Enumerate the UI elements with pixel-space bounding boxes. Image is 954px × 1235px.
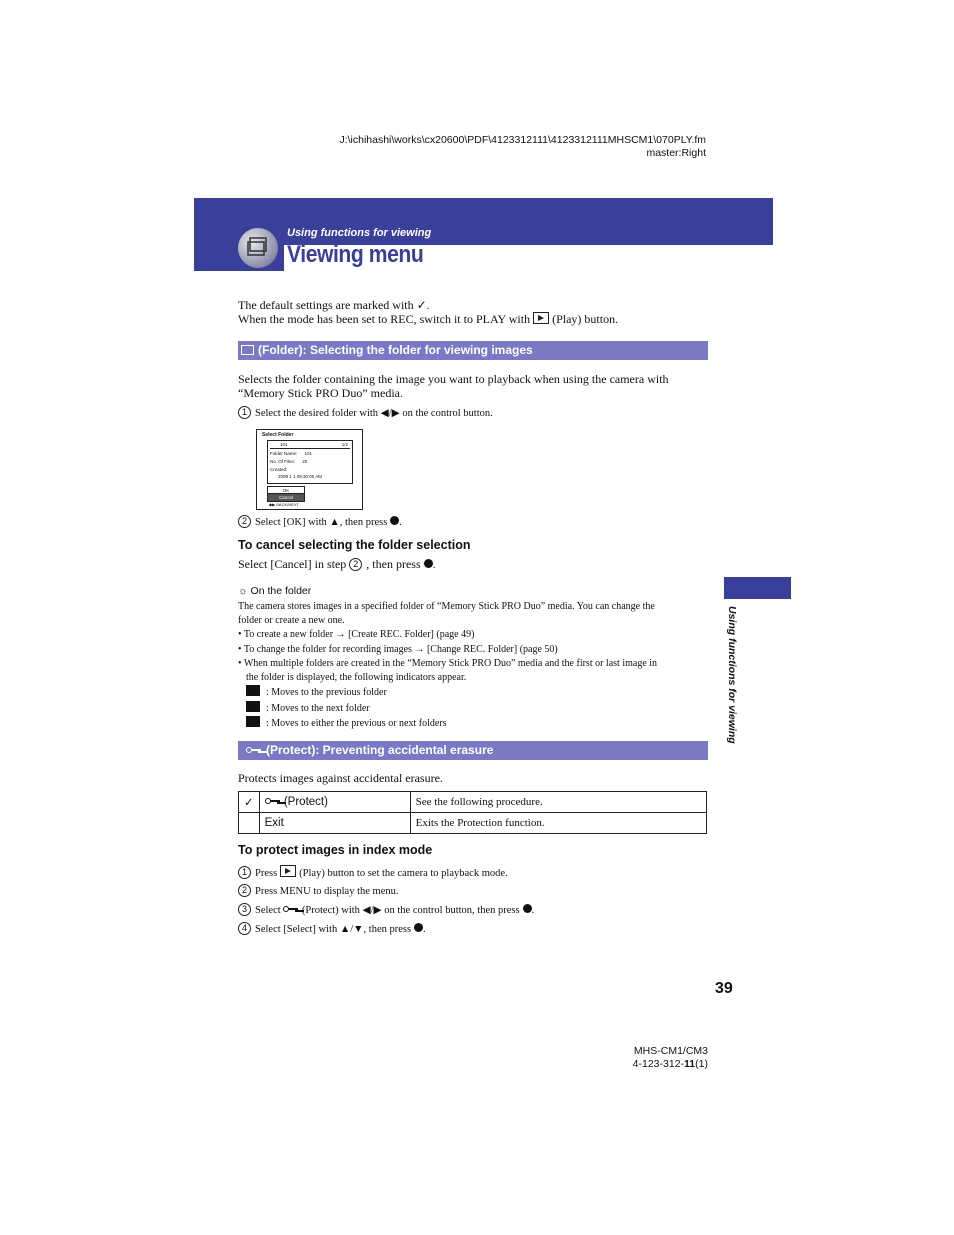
tip-title: On the folder: [250, 585, 312, 597]
lightbulb-icon: ☼: [238, 585, 248, 597]
folder-step-2: 2 Select [OK] with ▲, then press .: [238, 515, 402, 529]
indicator-both: [238, 716, 657, 731]
page-title: Viewing menu: [287, 241, 424, 268]
screen-cancel-button[interactable]: Cancel: [267, 493, 305, 502]
indicator-both-text: : Moves to either the previous or next folders: [266, 718, 447, 729]
protect-section-title: (Protect): Preventing accidental erasure: [266, 743, 494, 757]
option-desc: See the following procedure.: [410, 792, 706, 813]
key-icon: [246, 746, 262, 754]
step-text: Select [Select] with ▲/▼, then press: [255, 924, 412, 935]
screen-name-label: Folder Name:: [270, 451, 298, 456]
intro-text-1: The default settings are marked with: [238, 298, 414, 312]
tip-line-1: The camera stores images in a specified folder of “Memory Stick PRO Duo” media. You can change the: [238, 601, 655, 612]
check-icon: ✓: [416, 298, 427, 312]
step-text: Select the desired folder with ◀/▶ on the control button.: [255, 408, 493, 419]
select-folder-screen: [256, 429, 363, 510]
cancel-text-a: Select [Cancel] in step: [238, 557, 347, 571]
prev-next-folder-icon: [246, 716, 260, 727]
index-heading: To protect images in index mode: [238, 843, 433, 857]
key-icon: [265, 797, 281, 805]
file-path-header: [339, 134, 706, 160]
screen-files-value: 20: [302, 459, 308, 464]
check-cell: [239, 813, 260, 834]
protect-desc: Protects images against accidental erasure.: [238, 771, 443, 785]
option-exit[interactable]: Exit: [259, 813, 410, 834]
part-number-a: 4-123-312-: [632, 1058, 685, 1070]
footer: [633, 1045, 708, 1071]
center-button-icon: [424, 559, 433, 568]
step-text-b: (Play) button to set the camera to playback mode.: [299, 868, 508, 879]
step-text: Press MENU to display the menu.: [255, 886, 399, 897]
intro-line-1: The default settings are marked with ✓.: [238, 298, 430, 312]
sidebar-tab: [724, 577, 791, 599]
next-folder-icon: [246, 701, 260, 712]
key-icon: [283, 905, 299, 913]
table-row: [239, 813, 707, 834]
center-button-icon: [390, 516, 399, 525]
bullet-change-folder: • To change the folder for recording images → [Change REC. Folder] (page 50): [238, 643, 558, 655]
step-number: 2: [238, 515, 251, 528]
table-row: [239, 792, 707, 813]
screen-back-next: ◆▶ BACK/NEXT: [269, 502, 299, 507]
step-number: 1: [238, 866, 251, 879]
index-step-2: [238, 884, 399, 898]
playback-icon: [238, 228, 278, 268]
master-label: master:Right: [646, 147, 706, 159]
folder-step-1: [238, 406, 493, 420]
index-step-1: [238, 865, 508, 880]
screen-files-label: No. Of Files:: [270, 459, 296, 464]
index-step-4: 4 Select [Select] with ▲/▼, then press .: [238, 922, 426, 936]
step-number: 4: [238, 922, 251, 935]
indicator-prev: [238, 685, 657, 700]
step-number: 3: [238, 903, 251, 916]
folder-desc: [238, 372, 669, 400]
step-text-b: (Protect) with ◀/▶ on the control button, then press: [301, 905, 520, 916]
center-button-icon: [414, 923, 423, 932]
indicator-next-text: : Moves to the next folder: [266, 702, 370, 714]
step-text: Select: [255, 905, 281, 916]
protect-options-table: [238, 791, 707, 834]
folder-desc-2: “Memory Stick PRO Duo” media.: [238, 386, 403, 400]
screen-name-value: 101: [304, 451, 313, 456]
tip-heading: [238, 585, 311, 598]
bullet-multiple-folders-1: • When multiple folders are created in the “Memory Stick PRO Duo” media and the first or last image in: [238, 658, 658, 669]
model-number: MHS-CM1/CM3: [633, 1045, 708, 1057]
file-path: J:\ichihashi\works\cx20600\PDF\4123312111\4123312111MHSCM1\070PLY.fm: [339, 134, 706, 146]
intro-text-2a: When the mode has been set to REC, switch it to PLAY with: [238, 312, 531, 326]
default-check-icon: ✓: [239, 792, 260, 813]
folder-desc-1: Selects the folder containing the image you want to playback when using the camera with: [238, 372, 669, 386]
prev-folder-icon: [246, 685, 260, 696]
chapter-subtitle: Using functions for viewing: [287, 227, 432, 239]
bullet-multiple-folders-2: the folder is displayed, the following indicators appear.: [246, 671, 467, 683]
screen-created-value: 2009 1 1 09:30:00 AM: [278, 474, 323, 479]
folder-icon: [241, 345, 254, 355]
chapter-banner: [194, 198, 773, 245]
intro-line-2: [238, 312, 618, 326]
cancel-text-b: , then press: [366, 557, 421, 571]
center-button-icon: [523, 904, 532, 913]
intro-text-2b: (Play) button.: [552, 312, 619, 326]
screen-created-label: Created:: [270, 467, 288, 472]
screen-title: Select Folder: [262, 432, 294, 438]
step-number: 1: [238, 406, 251, 419]
indicator-prev-text: : Moves to the previous folder: [266, 687, 387, 698]
option-desc: Exits the Protection function.: [410, 813, 706, 834]
screen-page: 1/2: [341, 442, 348, 447]
part-number-b: 11: [684, 1058, 696, 1070]
play-button-icon: [280, 865, 296, 877]
tip-line-2: folder or create a new one.: [238, 614, 345, 626]
screen-ok-button[interactable]: OK: [267, 486, 305, 495]
step-text: Select [OK] with ▲, then press: [255, 517, 388, 528]
step-number: 2: [349, 558, 362, 571]
part-number-c: (1): [695, 1058, 708, 1070]
index-step-3: 3 Select (Protect) with ◀/▶ on the control button, then press .: [238, 903, 534, 917]
tip-body: [238, 600, 657, 731]
folder-section-title: (Folder): Selecting the folder for viewing images: [258, 343, 533, 357]
option-protect[interactable]: [259, 792, 410, 813]
bullet-create-folder: • To create a new folder → [Create REC. Folder] (page 49): [238, 629, 475, 640]
screen-folder: 101: [280, 442, 288, 447]
page-number: 39: [715, 980, 733, 997]
cancel-text: Select [Cancel] in step 2 , then press .: [238, 557, 436, 571]
sidebar-label: Using functions for viewing: [726, 606, 738, 744]
cancel-heading: To cancel selecting the folder selection: [238, 538, 471, 552]
step-text: Press: [255, 868, 278, 879]
option-name: (Protect): [283, 796, 328, 808]
indicator-next: [238, 701, 657, 716]
play-button-icon: [533, 312, 549, 324]
folder-section-bar: [238, 341, 708, 360]
step-number: 2: [238, 884, 251, 897]
part-number: [633, 1058, 708, 1071]
protect-section-bar: [238, 741, 708, 760]
